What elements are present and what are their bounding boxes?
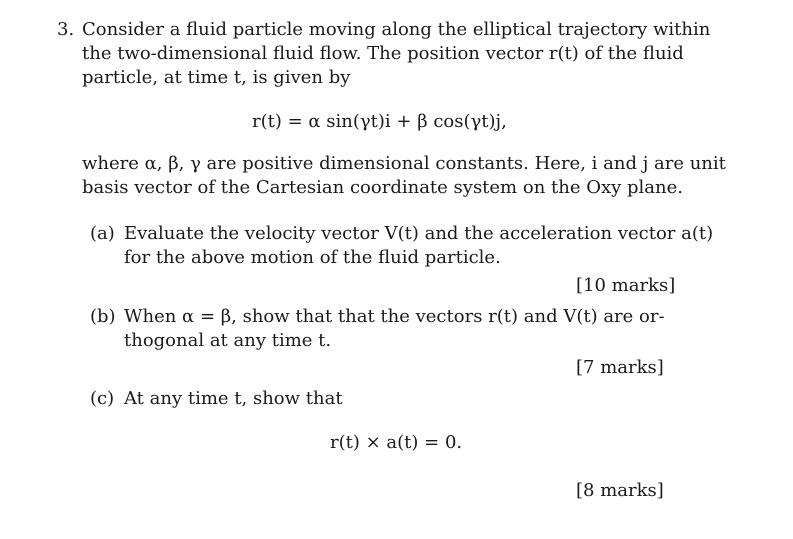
part-a-line-2: for the above motion of the fluid particle. [124, 247, 501, 268]
part-b-label: (b) [90, 306, 116, 327]
part-c-marks: [8 marks] [576, 480, 664, 501]
question-number: 3. [57, 19, 75, 40]
part-a-label: (a) [90, 223, 115, 244]
where-line-1: where α, β, γ are positive dimensional constants. Here, i and j are unit [82, 153, 726, 174]
part-b-line-2: thogonal at any time t. [124, 330, 332, 351]
intro-line-3: particle, at time t, is given by [82, 67, 351, 88]
position-equation: r(t) = α sin(γt)i + β cos(γt)j, [252, 111, 507, 132]
part-c-line-1: At any time t, show that [124, 388, 343, 409]
where-line-2: basis vector of the Cartesian coordinate system on the Oxy plane. [82, 177, 683, 198]
part-b-line-1: When α = β, show that that the vectors r(t) and V(t) are or- [124, 306, 665, 327]
intro-line-1: Consider a fluid particle moving along the elliptical trajectory within [82, 19, 711, 40]
cross-product-equation: r(t) × a(t) = 0. [330, 432, 463, 453]
intro-line-2: the two-dimensional fluid flow. The position vector r(t) of the fluid [82, 43, 684, 64]
part-a-marks: [10 marks] [576, 275, 676, 296]
part-b-marks: [7 marks] [576, 357, 664, 378]
part-c-label: (c) [90, 388, 115, 409]
part-a-line-1: Evaluate the velocity vector V(t) and the acceleration vector a(t) [124, 223, 714, 244]
